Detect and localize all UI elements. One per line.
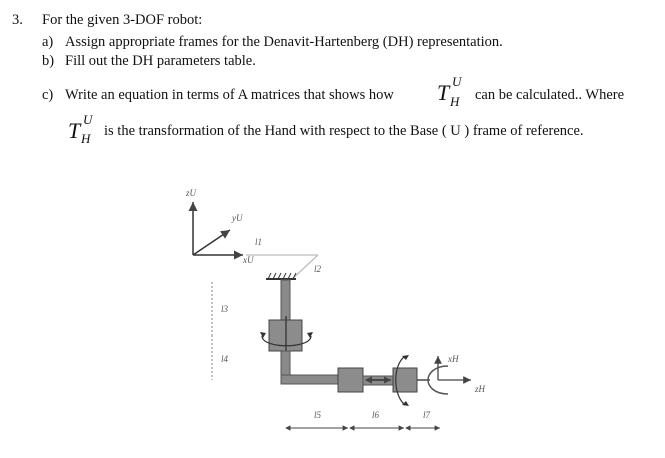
- upper-column: [281, 280, 290, 321]
- part-c-label: c): [42, 87, 54, 103]
- fixed-base: [266, 273, 296, 279]
- label-zh: zH: [475, 384, 486, 394]
- base-frame: [185, 188, 254, 265]
- label-yu: yU: [232, 213, 243, 223]
- label-l6: l6: [372, 410, 380, 420]
- label-xh: xH: [448, 354, 459, 364]
- label-l2: l2: [314, 264, 322, 274]
- horizontal-arm: [281, 375, 339, 384]
- label-l5: l5: [314, 410, 322, 420]
- label-l3: l3: [221, 304, 229, 314]
- label-xu: xU: [243, 255, 254, 265]
- label-l1: l1: [255, 237, 263, 247]
- label-l4: l4: [221, 354, 229, 364]
- part-c-text-before: Write an equation in terms of A matrices that shows how: [65, 87, 394, 103]
- problem-intro: For the given 3-DOF robot:: [42, 12, 203, 28]
- yu-axis: [193, 230, 230, 255]
- problem-number: 3.: [12, 12, 23, 28]
- part-c-text-after: can be calculated.. Where: [475, 87, 625, 103]
- part-a-text: Assign appropriate frames for the Denavit-Hartenberg (DH) representation.: [65, 34, 503, 50]
- part-b-text: Fill out the DH parameters table.: [65, 53, 256, 69]
- part-c-text-line2: is the transformation of the Hand with respect to the Base ( U ) frame of reference.: [104, 123, 584, 139]
- label-zu: zU: [186, 188, 197, 198]
- part-a-label: a): [42, 34, 54, 50]
- label-l7: l7: [423, 410, 431, 420]
- part-b-label: b): [42, 53, 55, 69]
- joint2-block: [338, 368, 363, 392]
